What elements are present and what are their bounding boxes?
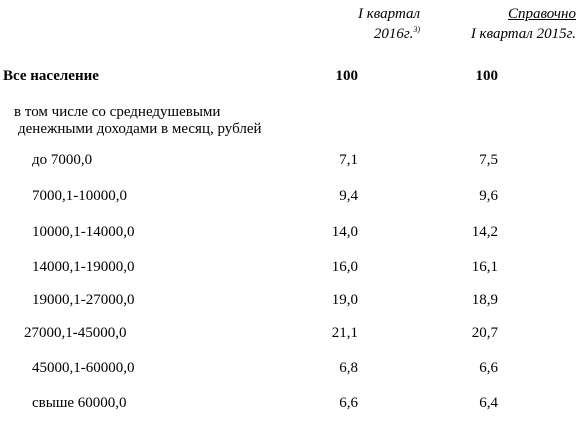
table-row-label: 19000,1-27000,0 <box>32 292 135 308</box>
table-row-value-2016: 7,1 <box>339 152 358 168</box>
total-value-2015: 100 <box>475 68 498 84</box>
column-header-2016-line1: I квартал <box>357 6 420 22</box>
column-header-2015-line2: I квартал 2015г. <box>470 26 576 42</box>
column-header-2015-line1: Справочно <box>507 6 576 22</box>
footnote-marker: 3) <box>413 25 420 34</box>
total-row-label: Все население <box>3 68 99 84</box>
subheading-line2: денежными доходами в месяц, рублей <box>18 121 262 137</box>
table-row-value-2016: 9,4 <box>339 188 358 204</box>
table-row-value-2016: 19,0 <box>331 292 358 308</box>
table-row-label: 27000,1-45000,0 <box>24 325 127 341</box>
table-row-value-2015: 20,7 <box>471 325 498 341</box>
table-row-label: 14000,1-19000,0 <box>32 259 135 275</box>
table-row-value-2015: 6,6 <box>479 360 498 376</box>
table-row-label: до 7000,0 <box>32 152 93 168</box>
table-row-value-2015: 18,9 <box>471 292 498 308</box>
column-header-2015 <box>436 4 576 44</box>
table-row-value-2015: 14,2 <box>471 224 498 240</box>
table-row-value-2015: 16,1 <box>471 259 498 275</box>
table-row-value-2015: 9,6 <box>479 188 498 204</box>
table-row-value-2015: 6,4 <box>479 395 498 411</box>
table-row-value-2015: 7,5 <box>479 152 498 168</box>
table-row-value-2016: 21,1 <box>331 325 358 341</box>
table-row-label: 10000,1-14000,0 <box>32 224 135 240</box>
table-row-value-2016: 16,0 <box>331 259 358 275</box>
table-row-value-2016: 14,0 <box>331 224 358 240</box>
total-value-2016: 100 <box>335 68 358 84</box>
table-row-label: 45000,1-60000,0 <box>32 360 135 376</box>
column-header-2016 <box>320 4 420 44</box>
table-row-value-2016: 6,8 <box>339 360 358 376</box>
table-row-value-2016: 6,6 <box>339 395 358 411</box>
table-row-label: свыше 60000,0 <box>32 395 127 411</box>
column-header-2016-line2: 2016г.$^{3)}$ <box>373 25 420 42</box>
subheading-line1: в том числе со среднедушевыми <box>14 104 221 120</box>
table-row-label: 7000,1-10000,0 <box>32 188 127 204</box>
